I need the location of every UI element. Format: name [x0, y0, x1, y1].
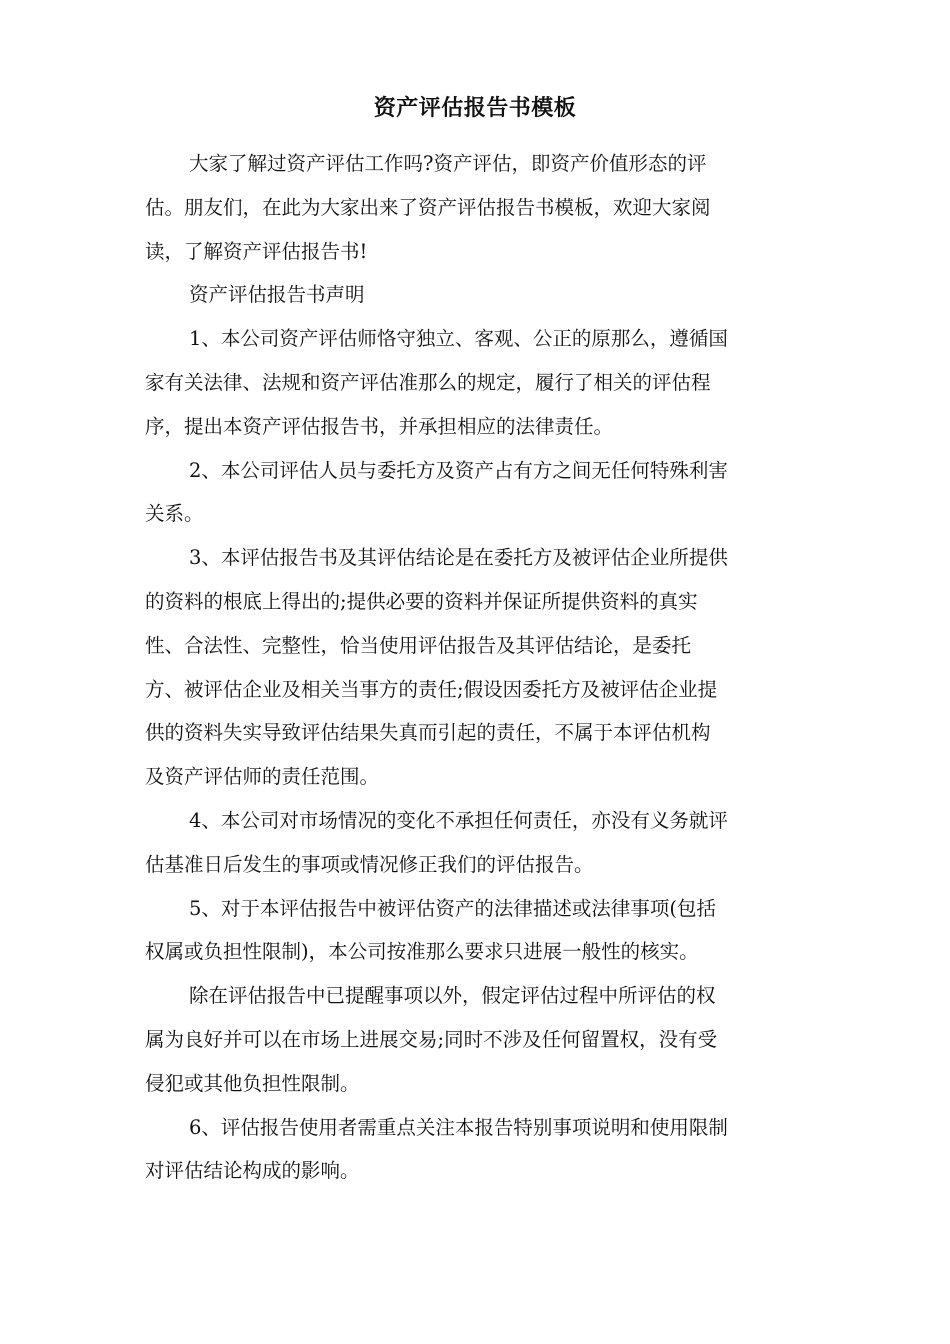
- text-line: 估基准日后发生的事项或情况修正我们的评估报告。: [145, 852, 594, 876]
- document-title: 资产评估报告书模板: [373, 95, 577, 121]
- text-line: 3、本评估报告书及其评估结论是在委托方及被评估企业所提供: [189, 546, 728, 570]
- text-line: 大家了解过资产评估工作吗?资产评估，即资产价值形态的评: [189, 152, 707, 175]
- text-line: 4、本公司对市场情况的变化不承担任何责任，亦没有义务就评: [189, 808, 728, 832]
- text-line: 侵犯或其他负担性限制。: [145, 1071, 360, 1095]
- document-body: [145, 142, 809, 1193]
- text-line: 家有关法律、法规和资产评估准那么的规定，履行了相关的评估程: [145, 370, 711, 394]
- text-line: 序，提出本资产评估报告书，并承担相应的法律责任。: [145, 414, 614, 438]
- text-line: 估。朋友们，在此为大家出来了资产评估报告书模板，欢迎大家阅: [145, 195, 711, 219]
- text-line: 对评估结论构成的影响。: [145, 1159, 360, 1183]
- text-line: 2、本公司评估人员与委托方及资产占有方之间无任何特殊利害: [189, 458, 728, 482]
- text-line: 性、合法性、完整性，恰当使用评估报告及其评估结论，是委托: [145, 633, 692, 657]
- text-line: 及资产评估师的责任范围。: [145, 765, 380, 789]
- text-line: 5、对于本评估报告中被评估资产的法律描述或法律事项(包括: [189, 896, 717, 920]
- text-line: 的资料的根底上得出的;提供必要的资料并保证所提供资料的真实: [145, 589, 698, 613]
- text-line: 权属或负担性限制)，本公司按准那么要求只进展一般性的核实。: [145, 940, 699, 964]
- text-line: 方、被评估企业及相关当事方的责任;假设因委托方及被评估企业提: [145, 677, 718, 701]
- text-line: 6、评估报告使用者需重点关注本报告特别事项说明和使用限制: [189, 1115, 728, 1139]
- text-line: 读，了解资产评估报告书!: [145, 239, 368, 263]
- text-line: 关系。: [145, 502, 204, 526]
- text-line: 除在评估报告中已提醒事项以外，假定评估过程中所评估的权: [189, 984, 716, 1008]
- text-line: 供的资料失实导致评估结果失真而引起的责任，不属于本评估机构: [145, 721, 711, 745]
- text-line: 1、本公司资产评估师恪守独立、客观、公正的原那么，遵循国: [189, 327, 728, 351]
- text-line: 资产评估报告书声明: [189, 283, 365, 307]
- text-line: 属为良好并可以在市场上进展交易;同时不涉及任何留置权，没有受: [145, 1027, 718, 1051]
